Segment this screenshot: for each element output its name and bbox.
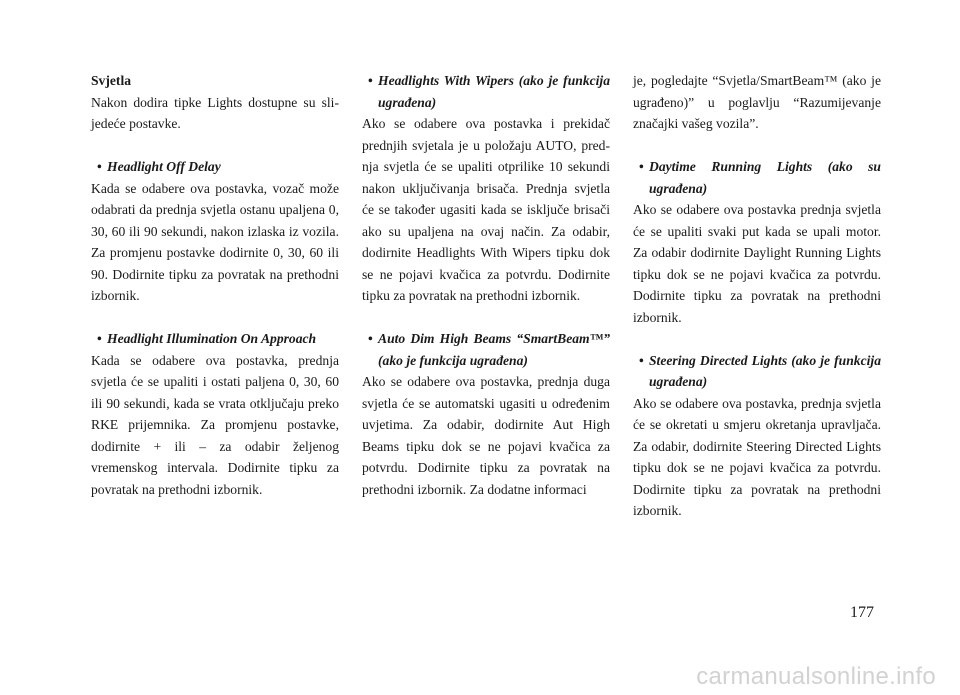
page-number: 177 (850, 604, 874, 621)
bullet-icon: • (368, 73, 373, 88)
item-heading (633, 156, 881, 199)
item-heading (362, 70, 610, 113)
section-title: Svjetla (91, 73, 132, 88)
list-item (362, 328, 610, 500)
item-heading (91, 156, 339, 178)
column-1 (91, 70, 339, 500)
item-heading-text: Headlight Illumination On Approach (107, 331, 317, 346)
list-item (91, 156, 339, 307)
item-text: Ako se odabere ova postavka i prekidač prednjih svjetala je u položaju AUTO, prednja svjetla će se upaliti otprilike 10 sekundi nakon uključivanja brisača. Prednja svjetla će se također ugasiti kada se isključe brisači ako su upaljena na ovaj način. Za odabir, dodirnite Headlights With Wipers tipku dok se ne pojavi kvačica za potvrdu. Dodirnite tipku za povratak na prethodni izbornik. (362, 116, 610, 303)
column-3 (633, 70, 881, 522)
item-text: Ako se odabere ova postavka, prednja duga svjetla će se automatski ugasiti u određenim uvjetima. Za odabir, dodirnite Aut High Beams tipku dok se ne pojavi kvačica za potvrdu. Dodirnite tipku za povratak na prethodni izbornik. Za dodatne informaci (362, 374, 610, 497)
list-item (91, 328, 339, 500)
item-text: Kada se odabere ova postavka, prednja svjetla će se upaliti i ostati paljena 0, 30, 60 ili 90 sekundi, kada se vrata otključaju preko RKE prijemnika. Za promjenu postavke, dodirnite + ili – za odabir željenog vremenskog intervala. Dodirnite tipku za povratak na prethodni izbornik. (91, 352, 339, 497)
list-item (633, 350, 881, 522)
item-heading (91, 328, 339, 350)
bullet-icon: • (368, 331, 373, 346)
item-text: Ako se odabere ova postavka prednja svjetla će se upaliti svaki put kada se upali motor. Za odabir dodirnite Daylight Running Lights tipku dok se ne pojavi kvačica za potvrdu. Dodirnite tipku za povratak na prethodni izbornik. (633, 202, 881, 325)
item-text: Ako se odabere ova postavka, prednja svjetla će se okretati u smjeru okretanja upravljača. Za odabir, dodirnite Steering Directed Lights tipku dok se ne pojavi kvačica za potvrdu. Dodirnite tipku za povratak na prethodni izbornik. (633, 395, 881, 518)
item-heading (633, 350, 881, 393)
item-heading-text: Daytime Running Lights (ako su ugrađena) (649, 159, 881, 196)
section-intro: Nakon dodira tipke Lights dostupne su slijedeće postavke. (91, 94, 339, 131)
item-heading-text: Auto Dim High Beams “SmartBeam™” (ako je funkcija ugrađena) (378, 331, 610, 368)
watermark[interactable]: carmanualsonline.info (696, 663, 936, 690)
item-heading-text: Steering Directed Lights (ako je funkcija ugrađena) (649, 352, 881, 389)
bullet-icon: • (97, 331, 102, 346)
bullet-icon: • (97, 159, 102, 174)
continued-text: je, pogledajte “Svjetla/SmartBeam™ (ako je ugrađeno)” u poglavlju “Razumijevanje značajki vašeg vozila”. (633, 73, 881, 131)
item-heading-text: Headlights With Wipers (ako je funkcija ugrađena) (378, 73, 610, 110)
list-item (362, 70, 610, 307)
list-item (633, 156, 881, 328)
item-heading (362, 328, 610, 371)
item-heading-text: Headlight Off Delay (107, 159, 221, 174)
bullet-icon: • (639, 352, 644, 368)
bullet-icon: • (639, 159, 644, 174)
item-text: Kada se odabere ova postavka, vozač može odabrati da prednja svjetla ostanu upaljena 0, 30, 60 ili 90 sekundi, nakon izlaska iz vozila. Za promjenu postavke dodirnite 0, 30, 60 ili 90. Dodirnite tipku za povratak na prethodni izbornik. (91, 180, 339, 303)
column-2 (362, 70, 610, 500)
